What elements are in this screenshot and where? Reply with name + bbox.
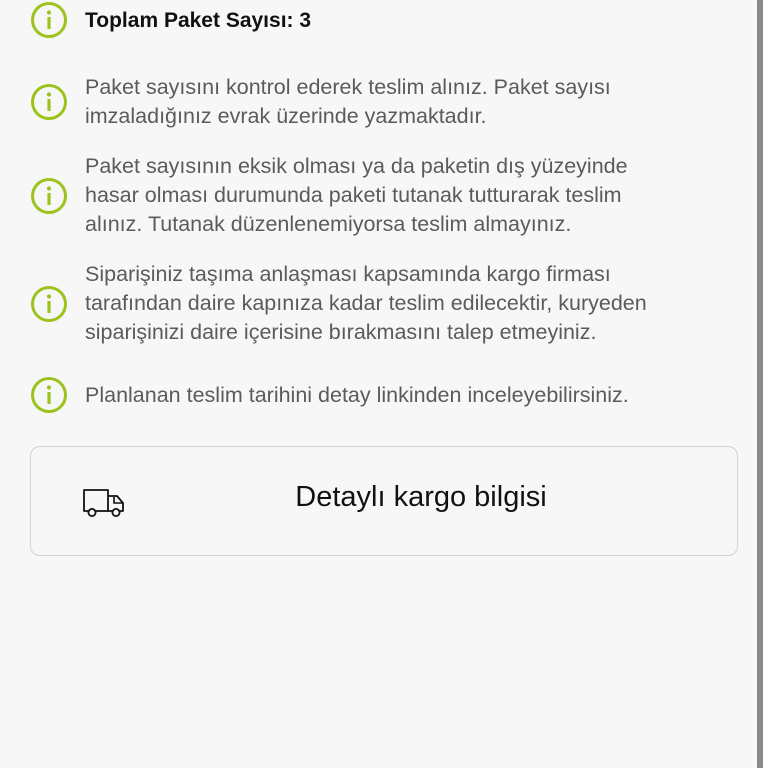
screen-edge-margin bbox=[763, 0, 768, 768]
total-packages-text: Toplam Paket Sayısı: 3 bbox=[85, 8, 312, 32]
info-item-planned-date bbox=[30, 376, 730, 414]
info-item-damage bbox=[30, 152, 730, 239]
info-circle-icon bbox=[30, 1, 68, 39]
info-item-text: Planlanan teslim tarihini detay linkinden inceleyebilirsiniz. bbox=[85, 382, 629, 407]
info-circle-icon bbox=[30, 376, 68, 414]
info-item-package-check bbox=[30, 73, 730, 131]
info-circle-icon bbox=[30, 83, 68, 121]
info-circle-icon bbox=[30, 285, 68, 323]
detailed-cargo-info-button[interactable] bbox=[30, 446, 738, 556]
info-circle-icon bbox=[30, 177, 68, 215]
info-item-text: Siparişiniz taşıma anlaşması kapsamında kargo firması tarafından daire kapınıza kadar teslim edilecektir, kuryeden siparişinizi daire içerisine bırakmasını talep etmeyiniz. bbox=[85, 262, 647, 344]
info-item-door-delivery bbox=[30, 260, 730, 347]
total-packages-row bbox=[30, 1, 730, 39]
info-item-text: Paket sayısını kontrol ederek teslim alınız. Paket sayısı imzaladığınız evrak üzerinde yazmaktadır. bbox=[85, 75, 611, 128]
detailed-cargo-info-label: Detaylı kargo bilgisi bbox=[295, 481, 547, 513]
info-item-text: Paket sayısının eksik olması ya da paketin dış yüzeyinde hasar olması durumunda paketi tutanak tutturarak teslim alınız. Tutanak düzenlenemiyorsa teslim almayınız. bbox=[85, 154, 628, 236]
